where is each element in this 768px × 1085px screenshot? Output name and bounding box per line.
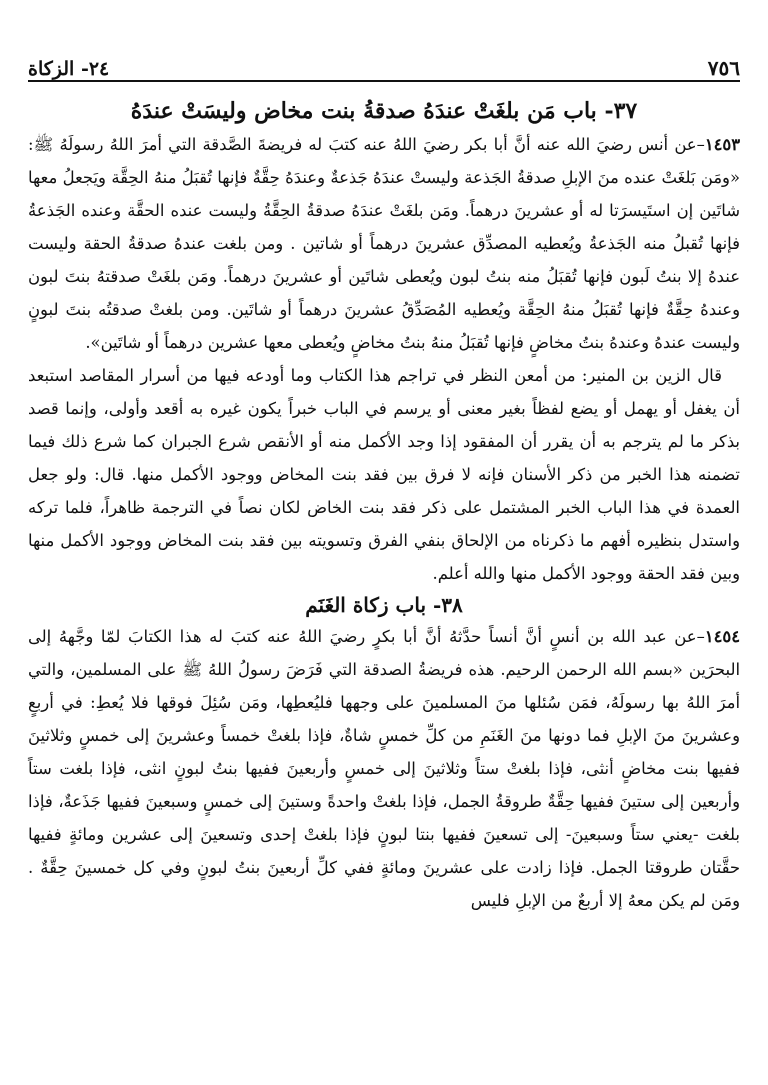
hadith-text: عن أنس رضيَ الله عنه أنَّ أبا بكر رضيَ اللهُ عنه كتبَ له فريضةَ الصَّدقة التي أمرَ اللهُ رسولَهُ ﷺ: «ومَن بَلغَتْ عنده منَ الإبلِ صدقةُ الجَذعة وليستْ عندَهُ جَذعةٌ وعندَهُ حِقَّةٌ فإنها تُقبَلُ منهُ الحِقَّة ويَجعلُ معها شاتَين إن استَيسرَتا له أو عشرينَ درهماً. ومَن بلغَتْ عندَهُ صدقةُ الحِقَّةُ وليست عنده الحقَّة وعنده الجَذعةُ فإنها تُقبلُ منه الجَذعةُ ويُعطيه المصدِّق عشرينَ درهماً أو شاتين . ومن بلغت عندهُ صدقةُ الحقة وليست عندهُ إلا بنتُ لَبون فإنها تُقبَلُ منه بنتُ لبون ويُعطى شاتَين أو عشرينَ درهماً. ومَن بلغَتْ صدقتهُ بنتَ لبون وعندهُ حِقَّةٌ فإنها تُقبَلُ منهُ الحِقَّة ويُعطيه المُصَدِّقُ عشرينَ درهماً أو شاتَين. ومن بلغتْ صدقتُه بنتَ لبونٍ وليست عندهُ وعندهُ بنتُ مخاضٍ فإنها تُقبَلُ منهُ بنتُ مخاضٍ ويُعطى معها عشرين درهماً أو شاتَين». xyxy=(28,135,740,352)
running-header xyxy=(28,50,740,82)
chapter-title: ٢٤- الزكاة xyxy=(28,58,110,80)
commentary-paragraph: قال الزين بن المنير: من أمعن النظر في تراجم هذا الكتاب وما أودعه فيها من أسرار المقاصد استبعد أن يغفل أو يهمل أو يضع لفظاً بغير معنى أو يرسم في الباب خبراً يكون غيره به أقعد وأولى، وإنما قصد بذكر ما لم يترجم به أن يقرر أن المفقود إذا وجد الأكمل منه أو الأنقص شرع الجبران كما شرع ذلك فيما تضمنه هذا الخبر من ذكر الأسنان فإنه لا فرق بين فقد بنت المخاض ووجود الأكمل منها. قال: ولو جعل العمدة في هذا الباب الخبر المشتمل على ذكر فقد بنت الخاض لكان نصاً في الترجمة ظاهراً، فلما تركه واستدل بنظيره أفهم ما ذكرناه من الإلحاق بنفي الفرق وتسويته بين فقد بنت المخاض ووجود الأكمل منها وبين فقد الحقة ووجود الأكمل منها والله أعلم. xyxy=(28,366,740,583)
hadith-number: ١٤٥٤ xyxy=(704,627,740,646)
chapter-heading-38: ٣٨- باب زكاة الغَنَم xyxy=(305,593,463,617)
hadith-dash: – xyxy=(696,135,705,154)
hadith-dash: – xyxy=(696,627,705,646)
hadith-number: ١٤٥٣ xyxy=(704,135,740,154)
hadith-1453 xyxy=(28,128,740,359)
hadith-1454 xyxy=(28,620,740,917)
hadith-text: عن عبد الله بن أنسٍ أنَّ أنساً حدَّثهُ أنَّ أبا بكرٍ رضيَ اللهُ عنه كتبَ له هذا الكتابَ لمّا وجَّههُ إلى البحرَين «بسم الله الرحمن الرحيم. هذه فريضةُ الصدقة التي فَرَضَ رسولُ اللهُ ﷺ على المسلمين، والتي أمرَ اللهُ بها رسولَهُ، فمَن سُئلها منَ المسلمينَ على وجهها فليُعطِها، ومَن سُئِلَ فوقها فلا يُعطِ: في أربعٍ وعشرينَ منَ الإبلِ فما دونها منَ الغَنَمِ من كلِّ خمسٍ شاةٌ، فإذا بلغتْ خمساً وعشرينَ إلى خمسٍ وثلاثينَ ففيها بنت مخاضٍ أنثى، فإذا بلغتْ ستاً وثلاثينَ إلى خمسٍ وأربعينَ ففيها بنتُ لبونٍ انثى، فإذا بلغت ستاً وأربعين إلى ستينَ ففيها حِقَّةٌ طروقةُ الجمل، فإذا بلغتْ واحدةً وستينَ إلى خمسٍ وسبعينَ ففيها جَذَعةٌ، فإذا بلغت -يعني ستاً وسبعينَ- إلى تسعينَ ففيها بنتا لبونٍ فإذا بلغتْ إحدى وتسعينَ إلى عشرين ومائةٍ ففيها حقَّتان طروقتا الجمل. فإذا زادت على عشرينَ ومائةٍ ففي كلِّ أربعينَ بنتُ لبونٍ وفي كل خمسينَ حِقَّةٌ . ومَن لم يكن معهُ إلا أربعٌ من الإبلِ فليس xyxy=(28,627,740,910)
book-page xyxy=(28,50,740,1070)
page-number: ٧٥٦ xyxy=(707,56,740,80)
chapter-heading-37: ٣٧- باب مَن بلغَتْ عندَهُ صدقةُ بنت مخاض وليسَتْ عندَهُ xyxy=(130,98,638,124)
